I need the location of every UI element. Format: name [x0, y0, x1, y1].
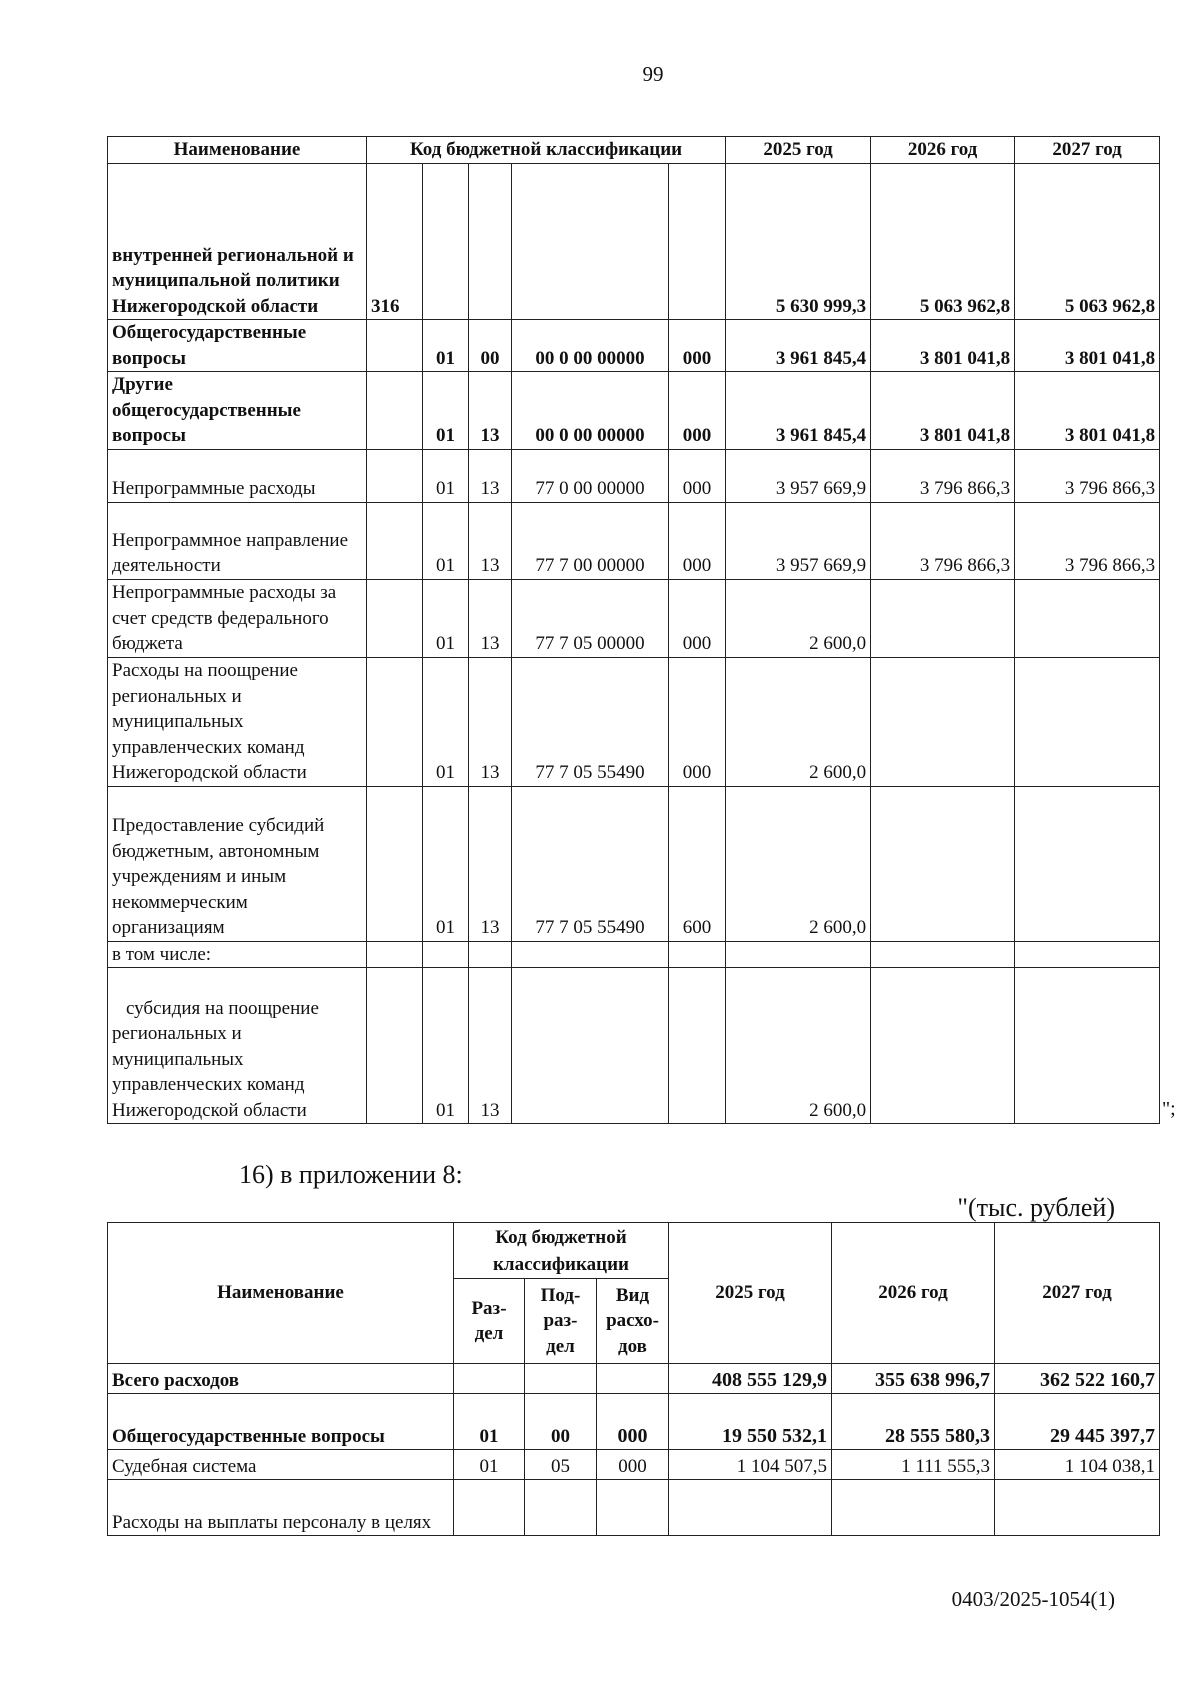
- value-2027: [1015, 968, 1160, 1124]
- code-subsection: 13: [469, 657, 512, 786]
- code-ministry: [367, 941, 423, 968]
- code-subsection: 05: [525, 1450, 597, 1480]
- row-name: Предоставление субсидий бюджетным, автономным учреждениям и иным некоммерческим организациям: [108, 786, 367, 941]
- code-subsection: [469, 164, 512, 320]
- value-2025: 408 555 129,9: [669, 1364, 832, 1394]
- value-2027: 29 445 397,7: [995, 1394, 1160, 1450]
- value-2027: [1015, 786, 1160, 941]
- code-section: 01: [423, 657, 469, 786]
- code-expense-type: 000: [669, 502, 726, 579]
- header-code: Код бюджетной классификации: [454, 1223, 669, 1279]
- table-row: [108, 320, 1160, 372]
- table-row: [108, 164, 1160, 320]
- code-section: 01: [423, 449, 469, 502]
- table-row: [108, 786, 1160, 941]
- row-name: Непрограммные расходы: [108, 449, 367, 502]
- code-subsection: [525, 1364, 597, 1394]
- value-2026: 3 796 866,3: [871, 502, 1015, 579]
- row-name: в том числе:: [108, 941, 367, 968]
- value-2026: 3 801 041,8: [871, 372, 1015, 450]
- value-2027: [1015, 579, 1160, 657]
- table-row: [108, 1364, 1160, 1394]
- code-expense-type: 000: [669, 320, 726, 372]
- table-row: [108, 968, 1160, 1124]
- value-2027: 3 796 866,3: [1015, 502, 1160, 579]
- table-row: [108, 579, 1160, 657]
- value-2025: 5 630 999,3: [726, 164, 871, 320]
- code-ministry: [367, 786, 423, 941]
- row-name: субсидия на поощрение региональных и муниципальных управленческих команд Нижегородской области: [108, 968, 367, 1124]
- value-2025: 2 600,0: [726, 579, 871, 657]
- value-2026: 5 063 962,8: [871, 164, 1015, 320]
- code-expense-type: [669, 164, 726, 320]
- value-2026: 355 638 996,7: [832, 1364, 995, 1394]
- header-2027: 2027 год: [1015, 137, 1160, 164]
- code-target: [512, 941, 669, 968]
- code-section: 01: [454, 1394, 525, 1450]
- code-ministry: [367, 968, 423, 1124]
- row-name: Непрограммные расходы за счет средств федерального бюджета: [108, 579, 367, 657]
- code-ministry: [367, 657, 423, 786]
- header-vid: Вид расхо-дов: [597, 1279, 669, 1364]
- row-name: Общегосударственные вопросы: [108, 320, 367, 372]
- page-number: 99: [642, 62, 664, 86]
- code-subsection: 13: [469, 372, 512, 450]
- closing-quote-mark: ";: [1162, 1098, 1176, 1120]
- value-2027: 3 796 866,3: [1015, 449, 1160, 502]
- code-expense-type: 000: [597, 1394, 669, 1450]
- code-subsection: 13: [469, 579, 512, 657]
- table-row: [108, 372, 1160, 450]
- value-2026: [871, 968, 1015, 1124]
- row-name: Общегосударственные вопросы: [108, 1394, 454, 1450]
- code-subsection: 13: [469, 968, 512, 1124]
- code-section: [423, 941, 469, 968]
- budget-table-departmental: [107, 136, 1160, 1124]
- value-2026: 3 801 041,8: [871, 320, 1015, 372]
- value-2027: [995, 1480, 1160, 1536]
- code-target: [512, 968, 669, 1124]
- table-row: [108, 449, 1160, 502]
- code-expense-type: [669, 968, 726, 1124]
- code-target: 77 7 00 00000: [512, 502, 669, 579]
- header-2025: 2025 год: [669, 1223, 832, 1364]
- code-target: 00 0 00 00000: [512, 372, 669, 450]
- value-2027: 362 522 160,7: [995, 1364, 1160, 1394]
- code-section: 01: [454, 1450, 525, 1480]
- value-2025: 19 550 532,1: [669, 1394, 832, 1450]
- value-2025: 3 961 845,4: [726, 372, 871, 450]
- code-section: [423, 164, 469, 320]
- table-row: [108, 657, 1160, 786]
- code-expense-type: [597, 1364, 669, 1394]
- header-name: Наименование: [108, 1223, 454, 1364]
- value-2025: 1 104 507,5: [669, 1450, 832, 1480]
- value-2026: 28 555 580,3: [832, 1394, 995, 1450]
- header-code: Код бюджетной классификации: [367, 137, 726, 164]
- code-section: 01: [423, 502, 469, 579]
- code-ministry: [367, 449, 423, 502]
- value-2027: [1015, 941, 1160, 968]
- code-subsection: [525, 1480, 597, 1536]
- value-2026: [832, 1480, 995, 1536]
- code-subsection: 13: [469, 449, 512, 502]
- row-name: Другие общегосударственные вопросы: [108, 372, 367, 450]
- table-row: [108, 1394, 1160, 1450]
- value-2025: 2 600,0: [726, 786, 871, 941]
- code-expense-type: 000: [669, 449, 726, 502]
- code-ministry: [367, 579, 423, 657]
- row-name: внутренней региональной и муниципальной политики Нижегородской области: [108, 164, 367, 320]
- section-heading: 16) в приложении 8:: [239, 1160, 463, 1189]
- row-name: Непрограммное направление деятельности: [108, 502, 367, 579]
- footer-document-code: 0403/2025-1054(1): [951, 1587, 1115, 1611]
- value-2026: [871, 657, 1015, 786]
- budget-table-appendix-8: [107, 1222, 1160, 1536]
- code-subsection: 13: [469, 502, 512, 579]
- value-2027: 3 801 041,8: [1015, 372, 1160, 450]
- code-expense-type: [597, 1480, 669, 1536]
- header-razdel: Раз-дел: [454, 1279, 525, 1364]
- table-row: [108, 502, 1160, 579]
- code-target: [512, 164, 669, 320]
- code-subsection: 13: [469, 786, 512, 941]
- code-target: 00 0 00 00000: [512, 320, 669, 372]
- value-2025: 2 600,0: [726, 657, 871, 786]
- value-2026: [871, 579, 1015, 657]
- header-2026: 2026 год: [832, 1223, 995, 1364]
- table-row: [108, 1480, 1160, 1536]
- table-row: [108, 1450, 1160, 1480]
- value-2027: 1 104 038,1: [995, 1450, 1160, 1480]
- table-row: [108, 941, 1160, 968]
- code-target: 77 0 00 00000: [512, 449, 669, 502]
- code-expense-type: 000: [669, 579, 726, 657]
- code-section: 01: [423, 968, 469, 1124]
- code-expense-type: [669, 941, 726, 968]
- row-name: Расходы на поощрение региональных и муниципальных управленческих команд Нижегородской области: [108, 657, 367, 786]
- row-name: Расходы на выплаты персоналу в целях: [108, 1480, 454, 1536]
- code-subsection: [469, 941, 512, 968]
- code-expense-type: 000: [597, 1450, 669, 1480]
- units-note: "(тыс. рублей): [957, 1193, 1115, 1222]
- header-name: Наименование: [108, 137, 367, 164]
- header-podrazdel: Под-раз-дел: [525, 1279, 597, 1364]
- value-2025: [669, 1480, 832, 1536]
- value-2026: [871, 786, 1015, 941]
- code-target: 77 7 05 55490: [512, 786, 669, 941]
- value-2025: 3 957 669,9: [726, 502, 871, 579]
- code-target: 77 7 05 55490: [512, 657, 669, 786]
- code-section: 01: [423, 579, 469, 657]
- header-2026: 2026 год: [871, 137, 1015, 164]
- value-2027: 5 063 962,8: [1015, 164, 1160, 320]
- value-2027: [1015, 657, 1160, 786]
- code-section: 01: [423, 786, 469, 941]
- code-section: 01: [423, 372, 469, 450]
- code-ministry: [367, 320, 423, 372]
- value-2026: 1 111 555,3: [832, 1450, 995, 1480]
- value-2026: [871, 941, 1015, 968]
- row-name: Судебная система: [108, 1450, 454, 1480]
- value-2025: [726, 941, 871, 968]
- code-expense-type: 000: [669, 372, 726, 450]
- code-subsection: 00: [525, 1394, 597, 1450]
- code-ministry: 316: [367, 164, 423, 320]
- code-section: [454, 1480, 525, 1536]
- header-2027: 2027 год: [995, 1223, 1160, 1364]
- code-ministry: [367, 372, 423, 450]
- code-section: [454, 1364, 525, 1394]
- code-target: 77 7 05 00000: [512, 579, 669, 657]
- code-expense-type: 600: [669, 786, 726, 941]
- code-ministry: [367, 502, 423, 579]
- value-2025: 2 600,0: [726, 968, 871, 1124]
- value-2025: 3 957 669,9: [726, 449, 871, 502]
- header-2025: 2025 год: [726, 137, 871, 164]
- code-section: 01: [423, 320, 469, 372]
- value-2026: 3 796 866,3: [871, 449, 1015, 502]
- value-2025: 3 961 845,4: [726, 320, 871, 372]
- code-subsection: 00: [469, 320, 512, 372]
- code-expense-type: 000: [669, 657, 726, 786]
- row-name: Всего расходов: [108, 1364, 454, 1394]
- value-2027: 3 801 041,8: [1015, 320, 1160, 372]
